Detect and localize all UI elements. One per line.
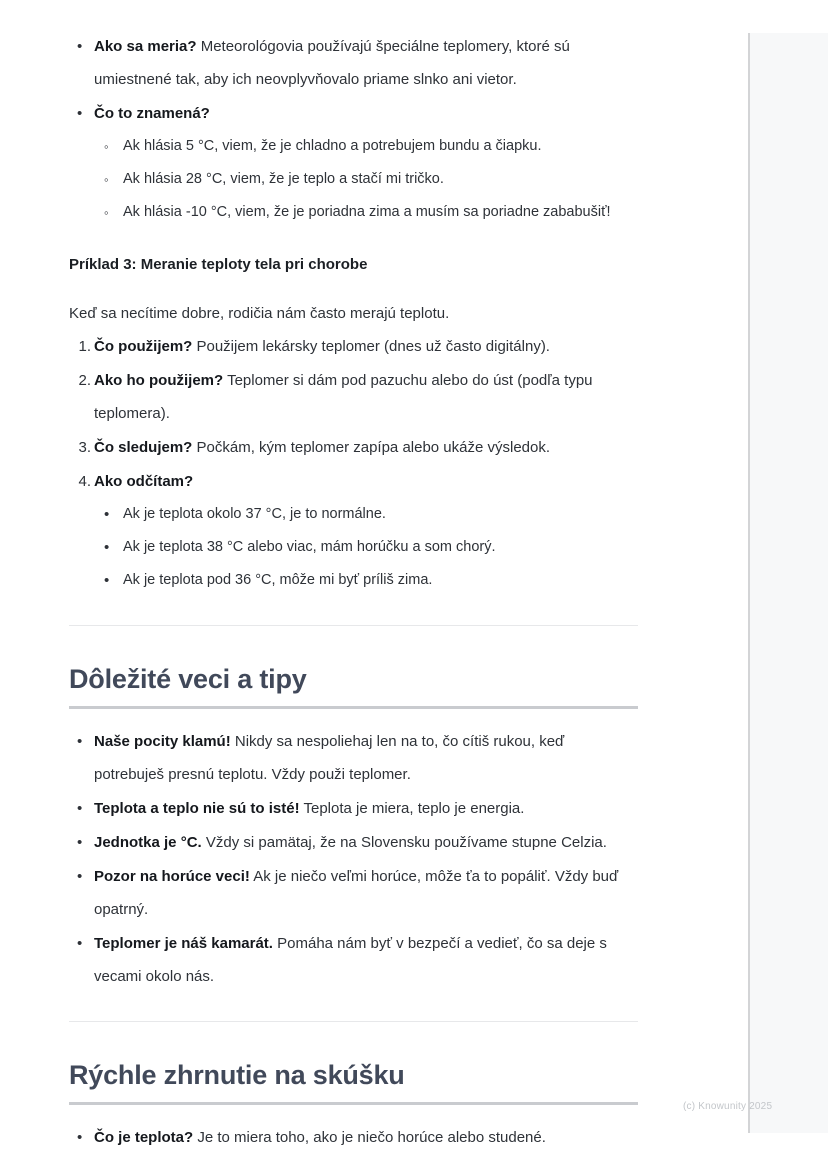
list-item-body [94,733,564,783]
list-bullet-icon: • [104,572,110,589]
list-item-lead: Čo je teplota? [94,1129,194,1146]
list-item-body [94,834,607,851]
list-bullet-icon: • [77,1129,83,1146]
list-bullet-icon: • [104,506,110,523]
section-title: Dôležité veci a tipy [69,664,307,694]
list-item-body [94,868,618,918]
nested-list-item [94,163,638,196]
list-item-lead: Čo to znamená? [94,105,210,122]
list-item-body [94,1129,546,1146]
list-item-lead: Jednotka je °C. [94,834,202,851]
list-item-lead: Naše pocity klamú! [94,733,231,750]
list-item [69,927,638,993]
list-bullet-icon: • [77,868,83,885]
copyright-watermark: (c) Knowunity 2025 [683,1101,773,1112]
list-item-lead: Teplota a teplo nie sú to isté! [94,800,300,817]
list-item [69,97,638,229]
section-divider [69,1021,638,1022]
list-item-text: Teplomer si dám pod pazuchu alebo do úst (podľa typu teplomera). [94,372,593,422]
list-item-lead: Ako odčítam? [94,473,194,490]
list-item [69,725,638,791]
list-item-lead: Ako sa meria? [94,38,197,55]
list-item-body [94,38,570,88]
list-bullet-icon: ◦ [104,139,109,154]
list-item-body [94,439,550,456]
nested-list-item [94,130,638,163]
list-item-text: Vždy si pamätaj, že na Slovensku používame stupne Celzia. [201,834,607,851]
list-bullet-icon: • [104,539,110,556]
list-item-lead: Pozor na horúce veci! [94,868,250,885]
list-item-body [94,372,593,422]
nested-list-item [94,564,638,597]
list-item-text: Je to miera toho, ako je niečo horúce alebo studené. [193,1129,546,1146]
list-item [69,826,638,859]
list-bullet-icon: • [77,935,83,952]
list-item-body [94,105,210,122]
list-item-text: Použijem lekársky teplomer (dnes už často digitálny). [192,338,550,355]
list-number-marker: 3. [78,439,91,456]
list-bullet-icon: • [77,800,83,817]
nested-list-item [94,196,638,229]
list-item [69,465,638,597]
nested-list-item [94,531,638,564]
list-item [69,792,638,825]
list-item-body [94,338,550,355]
list-item [69,860,638,926]
section-divider [69,625,638,626]
nested-list-item-text: Ak je teplota pod 36 °C, môže mi byť príliš zima. [123,572,433,588]
list-item-text: Teplota je miera, teplo je energia. [299,800,525,817]
nested-list-item [94,498,638,531]
page-edge-strip [748,33,828,1133]
section-title-rule [69,1102,638,1105]
list-item [69,30,638,96]
list-bullet-icon: • [77,38,83,55]
sub-heading: Príklad 3: Meranie teploty tela pri chorobe [69,256,368,273]
list-item-lead: Ako ho použijem? [94,372,224,389]
nested-list-item-text: Ak je teplota 38 °C alebo viac, mám horúčku a som chorý. [123,539,496,555]
list-bullet-icon: • [77,733,83,750]
nested-list-item-text: Ak hlásia -10 °C, viem, že je poriadna zima a musím sa poriadne zababušiť! [123,204,611,220]
section-title-rule [69,706,638,709]
nested-list-item-text: Ak je teplota okolo 37 °C, je to normálne. [123,506,386,522]
list-item-text: Nikdy sa nespoliehaj len na to, čo cítiš rukou, keď potrebuješ presnú teplotu. Vždy použi teplomer. [94,733,565,783]
list-number-marker: 4. [78,473,91,490]
list-item-lead: Čo sledujem? [94,439,193,456]
nested-list [94,498,638,597]
nested-list [94,130,638,229]
document-content [69,30,638,1155]
list-item-text: Meteorológovia používajú špeciálne teplomery, ktoré sú umiestnené tak, aby ich neovplyvňovalo priame slnko ani vietor. [94,38,570,88]
list-item [69,330,638,363]
list-item-body [94,800,524,817]
list-item-lead: Čo použijem? [94,338,193,355]
nested-list-item-text: Ak hlásia 5 °C, viem, že je chladno a potrebujem bundu a čiapku. [123,138,542,154]
section-title: Rýchle zhrnutie na skúšku [69,1060,405,1090]
ordered-list [69,330,638,597]
list-bullet-icon: ◦ [104,205,109,220]
list-item [69,431,638,464]
list-item-lead: Teplomer je náš kamarát. [94,935,273,952]
list-item [69,364,638,430]
list-number-marker: 1. [78,338,91,355]
list-item-text: Počkám, kým teplomer zapípa alebo ukáže výsledok. [192,439,551,456]
list-item-body [94,935,607,985]
bullet-list [69,1121,638,1154]
bullet-list [69,30,638,229]
list-item-body [94,473,193,490]
list-item [69,1121,638,1154]
list-item-text: Pomáha nám byť v bezpečí a vedieť, čo sa deje s vecami okolo nás. [94,935,607,985]
list-bullet-icon: • [77,834,83,851]
nested-list-item-text: Ak hlásia 28 °C, viem, že je teplo a stačí mi tričko. [123,171,444,187]
list-bullet-icon: • [77,105,83,122]
list-number-marker: 2. [78,372,91,389]
list-item-text: Ak je niečo veľmi horúce, môže ťa to popáliť. Vždy buď opatrný. [94,868,619,918]
bullet-list [69,725,638,993]
paragraph: Keď sa necítime dobre, rodičia nám často merajú teplotu. [69,305,450,322]
list-bullet-icon: ◦ [104,172,109,187]
